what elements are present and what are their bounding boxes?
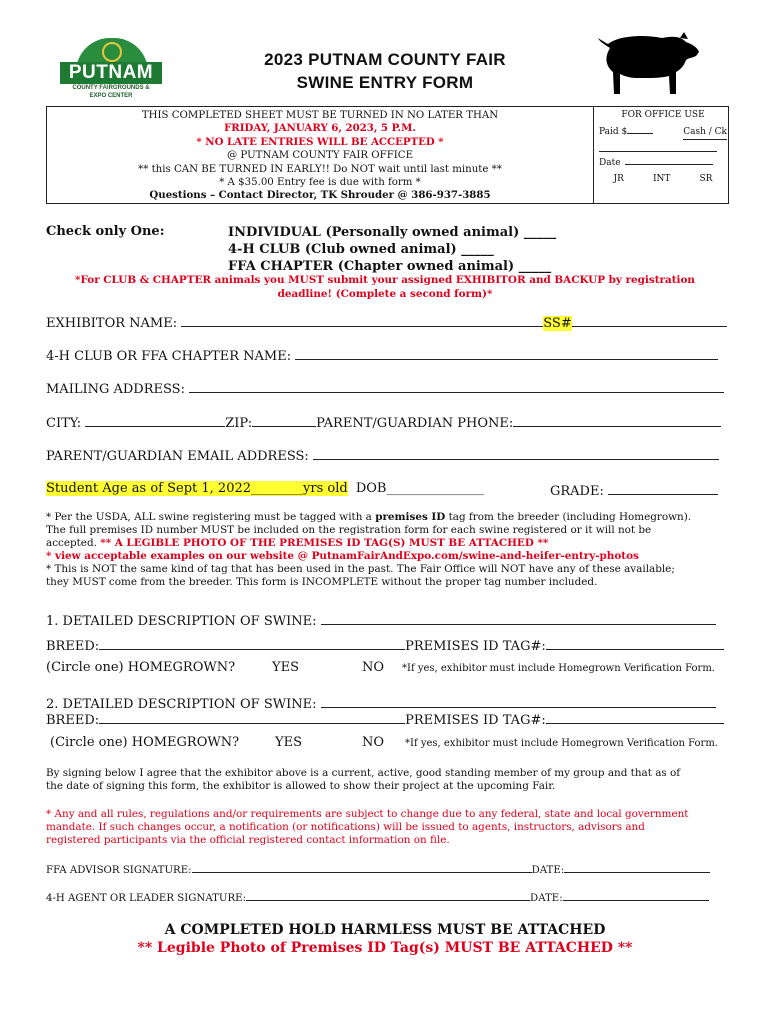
swine2-tag-label: PREMISES ID TAG#: bbox=[405, 713, 546, 728]
swine1-desc-label: 1. DETAILED DESCRIPTION OF SWINE: bbox=[46, 614, 317, 629]
exhibitor-name-row bbox=[46, 313, 727, 332]
swine1-breed-label: BREED: bbox=[46, 639, 100, 654]
pig-silhouette-icon bbox=[596, 30, 700, 98]
footer-photo-notice: ** Legible Photo of Premises ID Tag(s) MUST BE ATTACHED ** bbox=[137, 940, 633, 956]
email-label: PARENT/GUARDIAN EMAIL ADDRESS: bbox=[46, 449, 309, 464]
mailing-address-field[interactable] bbox=[189, 379, 724, 393]
swine1-homegrown-label: (Circle one) HOMEGROWN? bbox=[46, 660, 236, 675]
swine1-breed-row bbox=[46, 636, 724, 655]
swine2-no[interactable]: NO bbox=[362, 735, 385, 750]
option-4h-club[interactable]: 4-H CLUB (Club owned animal) _____ bbox=[228, 242, 494, 257]
office-cash: Cash / Ck bbox=[683, 126, 727, 140]
exhibitor-name-label: EXHIBITOR NAME: bbox=[46, 316, 178, 331]
email-field[interactable] bbox=[313, 446, 719, 460]
swine1-desc-field[interactable] bbox=[321, 611, 716, 625]
usda-notice: * Per the USDA, ALL swine registering must be tagged with a premises ID tag from the breeder (including Homegrown). The full premises ID number MUST be included on the registration form for each swine registered or it will not be accepted. ** A LEGIBLE PHOTO OF THE PREMISES ID TAG(S) MUST BE ATTACHED ** * view acceptable examples on our website @ PutnamFairAndExpo.com/swine-and-heifer-entry-photos * This is NOT the same kind of tag that has been used in the past. The Fair Office will NOT have any of these available; they MUST come from the breeder. This form is INCOMPLETE without the proper tag number included. bbox=[46, 511, 736, 589]
website-link[interactable]: * view acceptable examples on our website @ PutnamFairAndExpo.com/swine-and-heifer-entry-photos bbox=[46, 550, 639, 562]
phone-field[interactable] bbox=[513, 413, 721, 427]
check-one-label: Check only One: bbox=[46, 224, 165, 239]
deadline-info bbox=[47, 109, 593, 203]
ffa-date-label: DATE: bbox=[531, 865, 565, 876]
info-contact: Questions – Contact Director, TK Shrouder @ 386-937-3885 bbox=[149, 189, 491, 202]
exhibitor-name-field[interactable] bbox=[181, 313, 543, 327]
email-row bbox=[46, 446, 719, 465]
swine1-no[interactable]: NO bbox=[362, 660, 385, 675]
ss-field[interactable] bbox=[572, 313, 727, 327]
grade-label: GRADE: bbox=[550, 484, 604, 499]
office-date-row bbox=[599, 156, 727, 170]
office-line bbox=[599, 142, 717, 152]
office-date: Date bbox=[599, 158, 621, 168]
title-line-1: 2023 PUTNAM COUNTY FAIR bbox=[264, 50, 506, 69]
info-office: @ PUTNAM COUNTY FAIR OFFICE bbox=[226, 150, 414, 162]
office-int: INT bbox=[652, 174, 671, 184]
swine2-breed-row bbox=[46, 710, 724, 729]
ffa-signature-field[interactable] bbox=[192, 862, 532, 873]
ffa-signature-label: FFA ADVISOR SIGNATURE: bbox=[46, 865, 192, 876]
rules-notice: * Any and all rules, regulations and/or requirements are subject to change due to any federal, state and local government mandate. If such changes occur, a notification (or notifications) will be issued to agents, instructors, advisors and registered participants via the official registered contact information on file. bbox=[46, 808, 689, 846]
info-early: ** this CAN BE TURNED IN EARLY!! Do NOT wait until last minute ** bbox=[138, 163, 502, 175]
swine1-homegrown-note: *If yes, exhibitor must include Homegrown Verification Form. bbox=[402, 663, 715, 674]
student-age-field[interactable]: Student Age as of Sept 1, 2022________yrs old bbox=[46, 481, 348, 496]
swine1-yes[interactable]: YES bbox=[272, 660, 299, 675]
ss-label: SS# bbox=[543, 316, 572, 331]
ffa-date-field[interactable] bbox=[564, 862, 710, 873]
grade-row bbox=[550, 481, 718, 500]
info-deadline: FRIDAY, JANUARY 6, 2023, 5 P.M. bbox=[224, 122, 416, 135]
box-divider bbox=[593, 107, 594, 204]
dob-field[interactable]: DOB_______________ bbox=[355, 481, 484, 496]
4h-signature-field[interactable] bbox=[246, 890, 530, 901]
4h-date-field[interactable] bbox=[563, 890, 709, 901]
mailing-address-row bbox=[46, 379, 724, 398]
office-sr: SR bbox=[699, 174, 713, 184]
zip-field[interactable] bbox=[252, 413, 316, 427]
office-use-panel bbox=[599, 109, 727, 186]
swine2-desc-label: 2. DETAILED DESCRIPTION OF SWINE: bbox=[46, 697, 317, 712]
title-line-2: SWINE ENTRY FORM bbox=[296, 73, 474, 92]
ffa-signature-row bbox=[46, 862, 710, 877]
swine2-yes[interactable]: YES bbox=[275, 735, 302, 750]
office-paid-row bbox=[599, 126, 727, 140]
info-line-1: THIS COMPLETED SHEET MUST BE TURNED IN NO LATER THAN bbox=[141, 110, 499, 121]
office-title: FOR OFFICE USE bbox=[621, 110, 705, 120]
swine1-tag-field[interactable] bbox=[546, 636, 724, 650]
swine2-desc-field[interactable] bbox=[321, 694, 716, 708]
swine2-breed-field[interactable] bbox=[99, 710, 405, 724]
office-paid: Paid $ bbox=[599, 126, 653, 140]
swine1-breed-field[interactable] bbox=[99, 636, 405, 650]
grade-field[interactable] bbox=[608, 481, 718, 495]
entry-type-options bbox=[228, 224, 556, 275]
swine2-breed-label: BREED: bbox=[46, 713, 100, 728]
club-name-field[interactable] bbox=[295, 346, 718, 360]
club-name-row bbox=[46, 346, 718, 365]
swine2-homegrown-label: (Circle one) HOMEGROWN? bbox=[50, 735, 240, 750]
info-no-late: * NO LATE ENTRIES WILL BE ACCEPTED * bbox=[196, 135, 444, 148]
office-jr: JR bbox=[613, 174, 624, 184]
zip-label: ZIP: bbox=[225, 416, 253, 431]
4h-signature-row bbox=[46, 890, 709, 905]
logo-subtitle: COUNTY FAIRGROUNDS & EXPO CENTER bbox=[68, 84, 154, 100]
footer bbox=[0, 921, 770, 957]
option-ffa-chapter[interactable]: FFA CHAPTER (Chapter owned animal) _____ bbox=[228, 259, 552, 274]
swine1-tag-label: PREMISES ID TAG#: bbox=[405, 639, 546, 654]
age-row bbox=[46, 481, 484, 497]
agreement-text: By signing below I agree that the exhibitor above is a current, active, good standing member of my group and that as of the date of signing this form, the exhibitor is allowed to show their project at the upcoming Fair. bbox=[46, 767, 681, 792]
info-fee: * A $35.00 Entry fee is due with form * bbox=[219, 177, 421, 189]
club-chapter-note: *For CLUB & CHAPTER animals you MUST submit your assigned EXHIBITOR and BACKUP by registration deadline! (Complete a second form)* bbox=[75, 274, 695, 300]
option-individual[interactable]: INDIVIDUAL (Personally owned animal) _____ bbox=[228, 225, 557, 240]
footer-hold-harmless: A COMPLETED HOLD HARMLESS MUST BE ATTACHED bbox=[164, 922, 606, 938]
swine1-desc-row bbox=[46, 611, 716, 630]
swine2-homegrown-note: *If yes, exhibitor must include Homegrown Verification Form. bbox=[405, 738, 718, 749]
club-name-label: 4-H CLUB OR FFA CHAPTER NAME: bbox=[46, 349, 292, 364]
logo-name: PUTNAM bbox=[60, 62, 162, 84]
4h-date-label: DATE: bbox=[530, 893, 563, 904]
4h-signature-label: 4-H AGENT OR LEADER SIGNATURE: bbox=[46, 893, 247, 904]
city-row bbox=[46, 413, 721, 432]
phone-label: PARENT/GUARDIAN PHONE: bbox=[316, 416, 514, 431]
swine2-tag-field[interactable] bbox=[546, 710, 724, 724]
city-label: CITY: bbox=[46, 416, 82, 431]
header-info-box bbox=[46, 106, 729, 204]
city-field[interactable] bbox=[85, 413, 225, 427]
mailing-address-label: MAILING ADDRESS: bbox=[46, 382, 185, 397]
office-class-row bbox=[599, 173, 727, 186]
